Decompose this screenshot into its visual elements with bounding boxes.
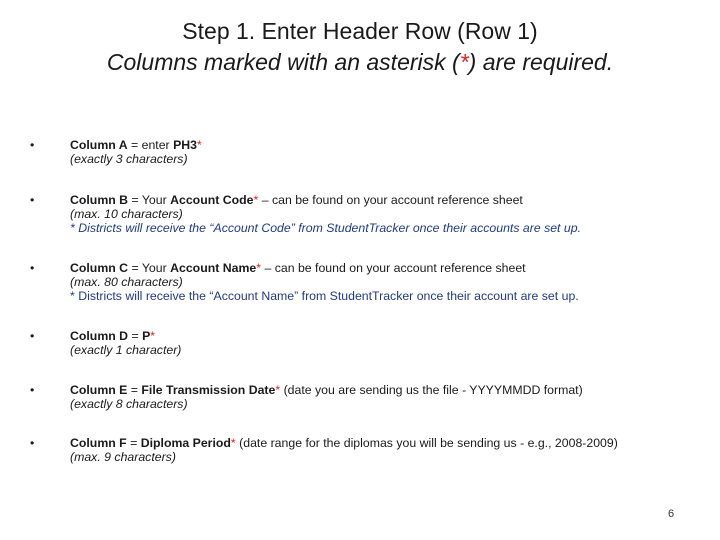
district-note: * Districts will receive the “Account Name” from StudentTracker once their account are set up. [70,289,579,303]
bullet: • [30,383,35,397]
item-note: (max. 10 characters) [70,207,183,221]
list-item-column-a [30,138,700,166]
bullet: • [30,436,35,450]
item-main-line [70,193,700,207]
item-text: = Your [128,261,171,275]
required-asterisk: * [230,436,236,450]
item-note: (max. 80 characters) [70,275,183,289]
column-value: Account Code [170,193,254,207]
column-value: PH3 [173,138,197,152]
column-name: Column D [70,329,129,343]
item-main-line [70,329,700,343]
district-note: * Districts will receive the “Account Code” from StudentTracker once their accounts are set up. [70,221,581,235]
item-description: – can be found on your account reference sheet [261,261,526,275]
column-value: File Transmission Date [141,383,276,397]
list-item-column-d [30,329,700,357]
item-text: = enter [127,138,174,152]
required-asterisk: * [256,261,262,275]
list-item-column-f [30,436,700,464]
bullet: • [30,261,35,275]
item-note: (max. 9 characters) [70,450,176,464]
column-name: Column B [70,193,129,207]
item-main-line [70,383,700,397]
column-name: Column C [70,261,129,275]
item-note: (exactly 1 character) [70,343,182,357]
item-text: = Your [128,193,171,207]
list-item-column-e [30,383,700,411]
list-item-column-b [30,193,700,235]
item-note: (exactly 8 characters) [70,397,188,411]
required-asterisk: * [253,193,259,207]
page-number: 6 [668,508,675,520]
title-line-2-end: ) are required. [468,49,614,75]
title-line-2-start: Columns marked with an asterisk ( [106,49,460,75]
item-note: (exactly 3 characters) [70,152,188,166]
title-asterisk: * [459,49,469,75]
title-line-1: Step 1. Enter Header Row (Row 1) [182,18,538,44]
item-description: (date range for the diplomas you will be sending us - e.g., 2008-2009) [235,436,618,450]
column-name: Column A [70,138,128,152]
item-description: (date you are sending us the file - YYYYMMDD format) [280,383,583,397]
required-asterisk: * [197,138,202,152]
column-name: Column E [70,383,128,397]
column-name: Column F [70,436,127,450]
required-asterisk: * [150,329,156,343]
item-main-line [70,261,700,275]
item-main-line [70,138,700,152]
title-line-2 [0,46,720,78]
slide-title [0,16,720,78]
column-value: Diploma Period [140,436,231,450]
list-item-column-c [30,261,700,303]
item-main-line [70,436,700,450]
column-value: Account Name [170,261,257,275]
column-list [30,138,700,464]
item-text: = [126,436,141,450]
item-text: = [128,329,143,343]
column-value: P [142,329,151,343]
item-text: = [127,383,142,397]
bullet: • [30,329,35,343]
required-asterisk: * [275,383,281,397]
bullet: • [30,193,35,207]
item-description: – can be found on your account reference sheet [258,193,523,207]
bullet: • [30,138,35,152]
